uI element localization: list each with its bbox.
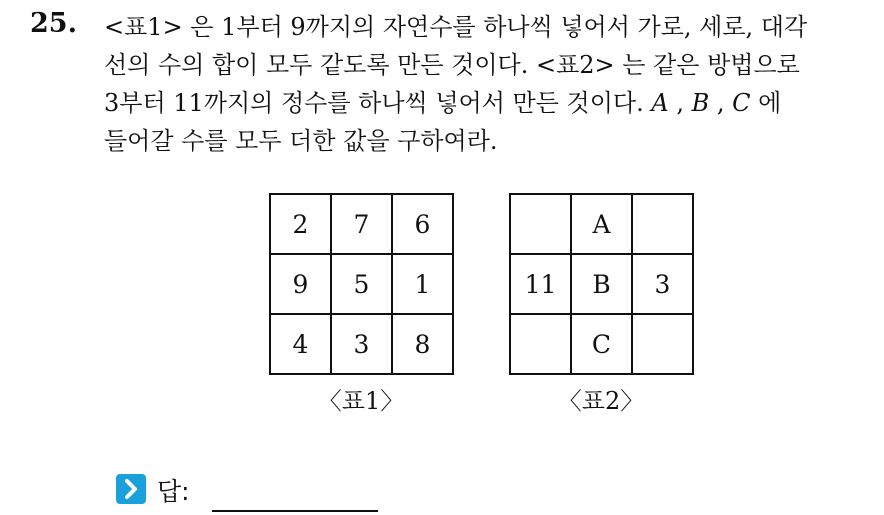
table2-cell	[510, 314, 571, 374]
table1-cell: 6	[392, 194, 453, 254]
table1-cell: 9	[270, 254, 331, 314]
chevron-right-icon	[116, 474, 146, 504]
table2-cell: A	[571, 194, 632, 254]
table1-cell: 7	[331, 194, 392, 254]
table2-cell	[632, 194, 693, 254]
question-line-3-text: 3부터 11까지의 정수를 하나씩 넣어서 만든 것이다.	[104, 89, 652, 117]
table2-cell: C	[571, 314, 632, 374]
question-line-2: 선의 수의 합이 모두 같도록 만든 것이다. <표2> 는 같은 방법으로	[104, 51, 800, 79]
var-b: B	[691, 89, 710, 117]
question-text	[104, 8, 864, 160]
var-c: C	[732, 89, 751, 117]
table2-cell	[632, 314, 693, 374]
table2-caption: 〈표2〉	[557, 387, 645, 415]
question-number: 25.	[30, 8, 77, 39]
magic-square-table-2	[509, 193, 694, 375]
table2-cell: B	[571, 254, 632, 314]
table1-cell: 5	[331, 254, 392, 314]
table1-cell: 8	[392, 314, 453, 374]
table2-cell: 3	[632, 254, 693, 314]
table2-cell: 11	[510, 254, 571, 314]
var-a: A	[651, 89, 669, 117]
table1-cell: 3	[331, 314, 392, 374]
table1-caption: 〈표1〉	[317, 387, 405, 415]
question-line-4: 들어갈 수를 모두 더한 값을 구하여라.	[104, 127, 498, 155]
table2-cell	[510, 194, 571, 254]
answer-blank[interactable]	[212, 510, 378, 512]
table1-cell: 1	[392, 254, 453, 314]
table1-cell: 4	[270, 314, 331, 374]
answer-label: 답:	[157, 477, 190, 506]
question-line-3: 3부터 11까지의 정수를 하나씩 넣어서 만든 것이다. A , B , C 에	[104, 89, 782, 117]
question-line-3-end: 에	[758, 89, 782, 117]
table1-cell: 2	[270, 194, 331, 254]
magic-square-table-1	[269, 193, 454, 375]
question-line-1: <표1> 은 1부터 9까지의 자연수를 하나씩 넣어서 가로, 세로, 대각	[104, 13, 808, 41]
